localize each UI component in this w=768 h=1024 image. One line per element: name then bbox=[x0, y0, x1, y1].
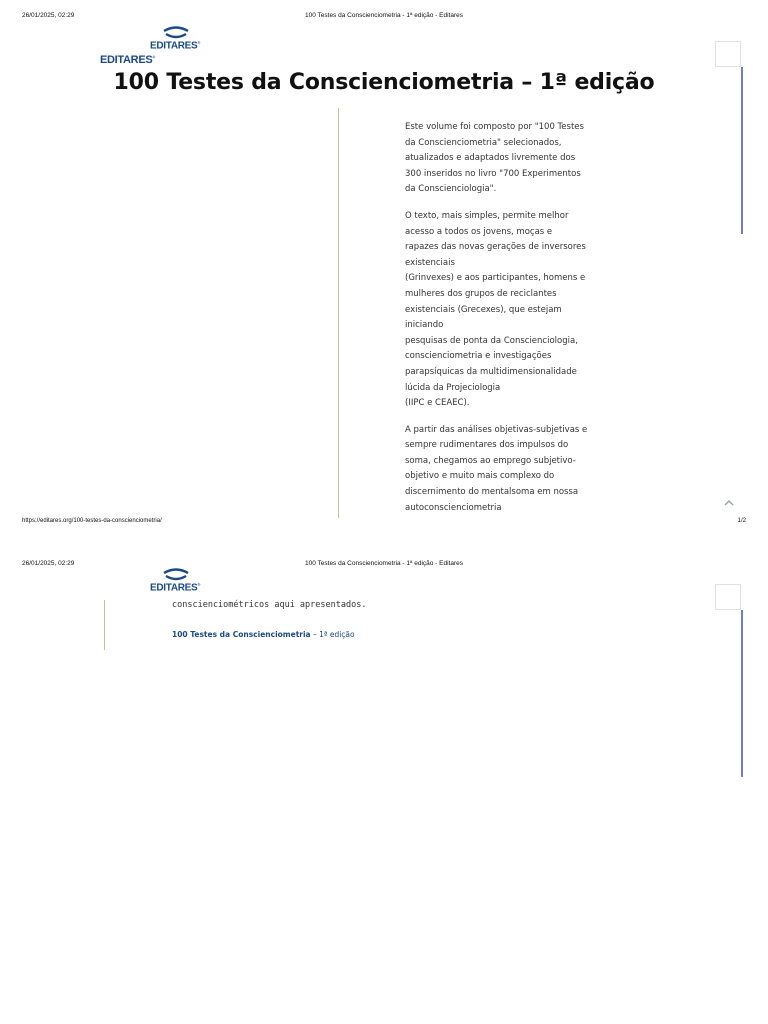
side-widget[interactable] bbox=[715, 584, 741, 610]
side-widget[interactable] bbox=[715, 41, 741, 67]
scrollbar[interactable] bbox=[741, 610, 743, 777]
content-divider bbox=[338, 108, 339, 518]
print-doc-title: 100 Testes da Conscienciometria - 1ª edição - Editares bbox=[304, 560, 463, 567]
article-continuation: conscienciométricos aqui apresentados. bbox=[172, 600, 367, 610]
book-link-title[interactable]: 100 Testes da Conscienciometria bbox=[172, 630, 311, 639]
print-doc-title: 100 Testes da Conscienciometria - 1ª edição - Editares bbox=[304, 12, 463, 19]
chevron-up-icon[interactable] bbox=[722, 496, 736, 510]
editares-wave-logo-icon bbox=[162, 26, 190, 40]
editares-logo[interactable] bbox=[150, 26, 200, 51]
article-paragraph: A partir das análises objetivas-subjetivas e sempre rudimentares dos impulsos do soma, chegamos ao emprego subjetivo- objetivo e muito mais complexo do discernimento do mentalsoma em nossa autoconscienciometria bbox=[405, 424, 588, 513]
print-url: https://editares.org/100-testes-da-conscienciometria/ bbox=[22, 518, 162, 524]
editares-wave-logo-icon bbox=[162, 568, 190, 582]
content-divider bbox=[104, 600, 105, 650]
book-link[interactable] bbox=[172, 630, 355, 639]
article-body bbox=[405, 120, 605, 513]
print-date: 26/01/2025, 02:29 bbox=[22, 12, 75, 19]
editares-logo-secondary[interactable] bbox=[100, 54, 155, 66]
article-paragraph: O texto, mais simples, permite melhor acesso a todos os jovens, moças e rapazes das novas gerações de inversores existenciais (Grinvexes) e aos participantes, homens e mulheres dos grupos de reciclantes existenciais (Grecexes), que estejam iniciando pesquisas de ponta da Conscienciologia, conscienciometria e investigações parapsíquicas da multidimensionalidade lúcida da Projeciologia (IIPC e CEAEC). bbox=[405, 210, 586, 409]
editares-logo[interactable] bbox=[150, 568, 200, 593]
print-date: 26/01/2025, 02:29 bbox=[22, 560, 75, 567]
print-page-2 bbox=[0, 548, 768, 1024]
print-header bbox=[22, 560, 746, 572]
print-page-number: 1/2 bbox=[737, 518, 746, 524]
print-footer bbox=[22, 518, 746, 530]
scrollbar[interactable] bbox=[741, 67, 743, 234]
logo-wordmark: EDITARES® bbox=[150, 582, 201, 594]
book-link-edition[interactable]: – 1ª edição bbox=[310, 630, 355, 639]
article-paragraph: Este volume foi composto por "100 Testes da Conscienciometria" selecionados, atualizados e adaptados livremente dos 300 inseridos no livro "700 Experimentos da Conscienciologia". bbox=[405, 122, 584, 195]
print-header bbox=[22, 12, 746, 24]
logo-wordmark: EDITARES® bbox=[150, 40, 201, 52]
page-title: 100 Testes da Conscienciometria – 1ª edição bbox=[113, 70, 655, 95]
logo-wordmark: EDITARES® bbox=[100, 54, 156, 66]
